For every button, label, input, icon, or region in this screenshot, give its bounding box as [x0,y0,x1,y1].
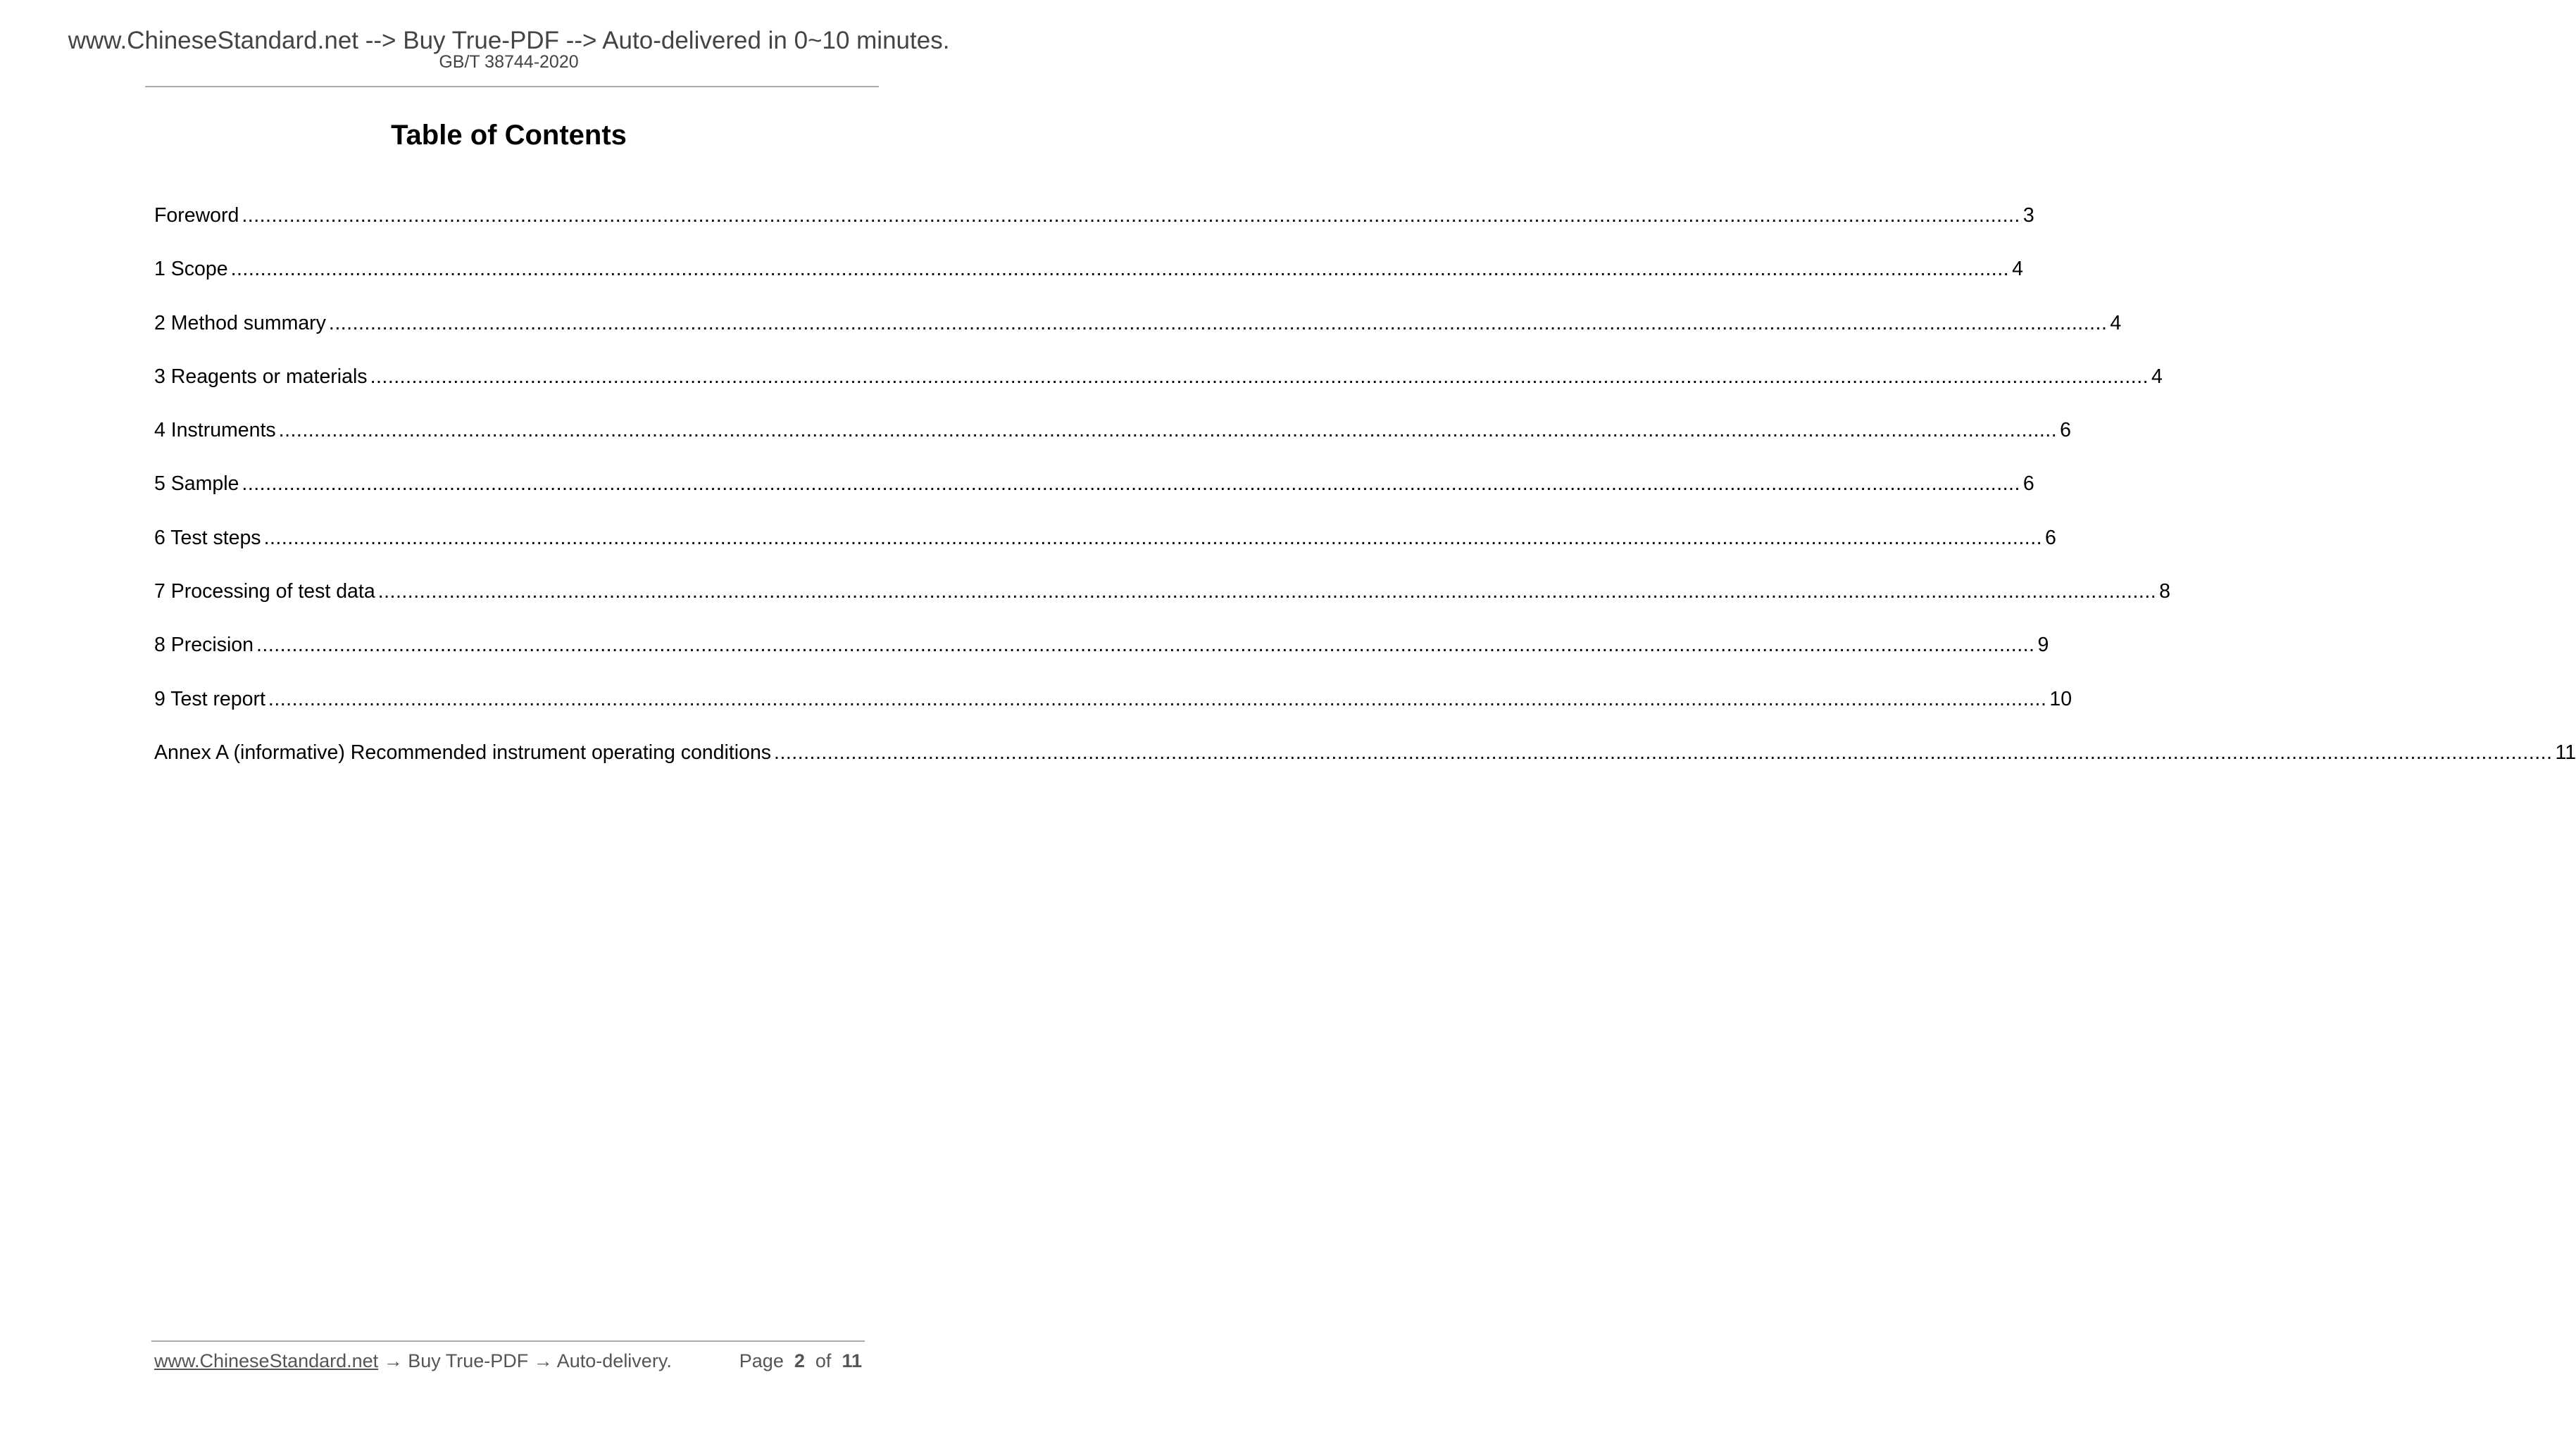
toc-entry-label: 4 Instruments [154,419,276,442]
toc-entry[interactable] [154,419,2071,472]
header-banner: www.ChineseStandard.net --> Buy True-PDF --> Auto-delivered in 0~10 minutes. [68,27,950,54]
page-total: 11 [842,1350,862,1371]
dot-leader: ............................................................................................................................................................................................................................................................................................................ [256,634,2035,657]
toc-entry-label: 7 Processing of test data [154,580,375,603]
footer-text: → Buy True-PDF → Auto-delivery. [378,1350,672,1371]
dot-leader: ............................................................................................................................................................................................................................................................................................................ [230,258,2010,281]
toc-entry-label: 8 Precision [154,634,254,657]
table-of-contents [154,204,2576,795]
page-word: Page [739,1350,784,1371]
toc-entry-page: 6 [2060,419,2071,442]
dot-leader: ............................................................................................................................................................................................................................................................................................................ [278,419,2058,442]
of-word: of [815,1350,832,1371]
toc-entry-page: 4 [2110,311,2122,334]
footer-left [154,1350,672,1372]
toc-entry-label: 5 Sample [154,472,239,496]
toc-entry[interactable] [154,526,2056,580]
footer [154,1350,862,1372]
dot-leader: ............................................................................................................................................................................................................................................................................................................ [242,472,2020,496]
header-divider [145,86,879,87]
toc-entry-label: 1 Scope [154,258,228,281]
toc-entry[interactable] [154,472,2034,526]
page-indicator [739,1350,862,1372]
footer-site-link[interactable]: www.ChineseStandard.net [154,1350,379,1371]
dot-leader: ............................................................................................................................................................................................................................................................................................................ [268,687,2047,710]
toc-entry-page: 11 [2555,741,2576,764]
dot-leader: ............................................................................................................................................................................................................................................................................................................ [263,526,2043,549]
toc-entry-page: 10 [2049,687,2072,710]
toc-entry-page: 6 [2022,472,2034,496]
page-title: Table of Contents [391,120,627,151]
dot-leader: ............................................................................................................................................................................................................................................................................................................ [370,365,2149,388]
toc-entry[interactable] [154,634,2049,687]
toc-entry[interactable] [154,365,2163,419]
toc-entry[interactable] [154,580,2171,634]
toc-entry[interactable] [154,258,2023,311]
dot-leader: ............................................................................................................................................................................................................................................................................................................ [774,741,2553,764]
toc-entry-page: 8 [2159,580,2171,603]
toc-entry-label: 6 Test steps [154,526,261,549]
toc-entry[interactable] [154,741,2576,795]
page-current: 2 [794,1350,805,1371]
toc-entry-page: 4 [2151,365,2163,388]
toc-entry-label: Annex A (informative) Recommended instrument operating conditions [154,741,772,764]
toc-entry-label: Foreword [154,204,239,227]
toc-entry-label: 2 Method summary [154,311,326,334]
dot-leader: ............................................................................................................................................................................................................................................................................................................ [242,204,2020,227]
toc-entry[interactable] [154,687,2072,741]
toc-entry-label: 3 Reagents or materials [154,365,368,388]
footer-divider [151,1340,865,1342]
toc-entry-label: 9 Test report [154,687,265,710]
dot-leader: ............................................................................................................................................................................................................................................................................................................ [328,311,2108,334]
toc-entry-page: 9 [2037,634,2049,657]
toc-entry-page: 3 [2022,204,2034,227]
standard-id: GB/T 38744-2020 [439,52,579,72]
toc-entry-page: 6 [2045,526,2056,549]
toc-entry[interactable] [154,204,2034,258]
toc-entry[interactable] [154,311,2122,365]
toc-entry-page: 4 [2012,258,2023,281]
dot-leader: ............................................................................................................................................................................................................................................................................................................ [377,580,2157,603]
